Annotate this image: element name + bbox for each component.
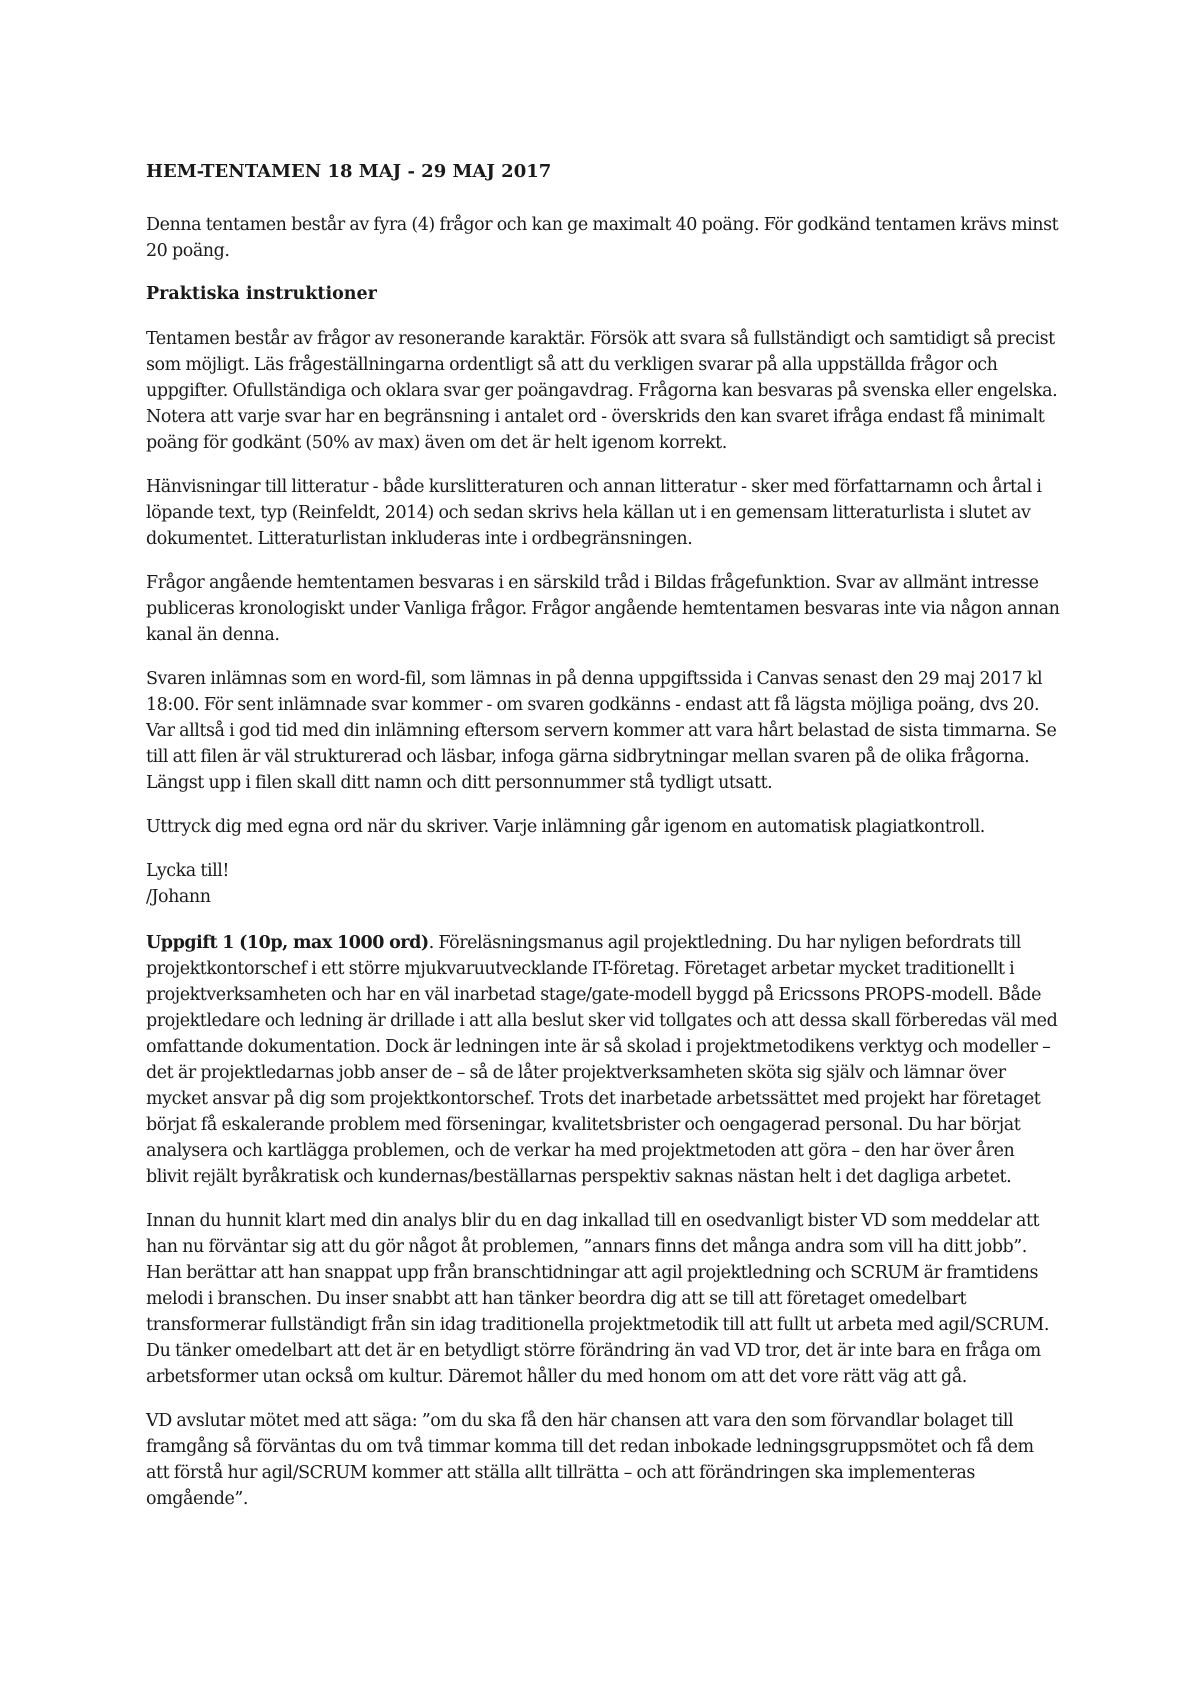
task1-paragraph: Innan du hunnit klart med din analys blir du en dag inkallad till en osedvanligt bister VD som meddelar att han nu förväntar sig att du gör något åt problemen, ”annars finns det många andra som vill ha ditt jobb”. Han berättar att han snappat upp från branschtidningar att agil projektledning och SCRUM är framtidens melodi i branschen. Du inser snabbt att han tänker beordra dig att se till att företaget omedelbart transformerar fullständigt från sin idag traditionella projektmetodik till att fullt ut arbeta med agil/SCRUM. Du tänker omedelbart att det är en betydligt större förändring än vad VD tror, det är inte bara en fråga om arbetsformer utan också om kultur. Däremot håller du med honom om att det vore rätt väg att gå.	[146, 1211, 1049, 1387]
instruction-paragraph: Hänvisningar till litteratur - både kurslitteraturen och annan litteratur - sker med författarnamn och årtal i löpande text, typ (Reinfeldt, 2014) och sedan skrivs hela källan ut i en gemensam litteraturlista i slutet av dokumentet. Litteraturlistan inkluderas inte i ordbegränsningen.	[146, 477, 1042, 549]
closing-signoff	[146, 858, 1060, 910]
instruction-paragraph: Tentamen består av frågor av resonerande karaktär. Försök att svara så fullständigt och samtidigt så precist som möjligt. Läs frågeställningarna ordentligt så att du verkligen svarar på alla uppställda frågor och uppgifter. Ofullständiga och oklara svar ger poängavdrag. Frågorna kan besvaras på svenska eller engelska. Notera att varje svar har en begränsning i antalet ord - överskrids den kan svaret ifråga endast få minimalt poäng för godkänt (50% av max) även om det är helt igenom korrekt.	[146, 329, 1058, 453]
document-title: HEM-TENTAMEN 18 MAJ - 29 MAJ 2017	[146, 161, 552, 182]
task1-lead: Uppgift 1 (10p, max 1000 ord)	[146, 933, 429, 953]
closing-greeting: Lycka till!	[146, 861, 230, 881]
instruction-paragraph: Svaren inlämnas som en word-fil, som lämnas in på denna uppgiftssida i Canvas senast den 29 maj 2017 kl 18:00. För sent inlämnade svar kommer - om svaren godkänns - endast att få lägsta möjliga poäng, dvs 20. Var alltså i god tid med din inlämning eftersom servern kommer att vara hårt belastad de sista timmarna. Se till att filen är väl strukturerad och läsbar, infoga gärna sidbrytningar mellan svaren på de olika frågorna. Längst upp i filen skall ditt namn och ditt personnummer stå tydligt utsatt.	[146, 669, 1057, 793]
instruction-paragraph: Frågor angående hemtentamen besvaras i en särskild tråd i Bildas frågefunktion. Svar av allmänt intresse publiceras kronologiskt under Vanliga frågor. Frågor angående hemtentamen besvaras inte via någon annan kanal än denna.	[146, 573, 1060, 645]
task1-paragraph: VD avslutar mötet med att säga: ”om du ska få den här chansen att vara den som förvandlar bolaget till framgång så förväntas du om två timmar komma till det redan inbokade ledningsgruppsmötet och få dem att förstå hur agil/SCRUM kommer att ställa allt tillrätta – och att förändringen ska implementeras omgående”.	[146, 1411, 1034, 1509]
intro-paragraph: Denna tentamen består av fyra (4) frågor och kan ge maximalt 40 poäng. För godkänd tentamen krävs minst 20 poäng.	[146, 215, 1059, 261]
instruction-paragraph: Uttryck dig med egna ord när du skriver. Varje inlämning går igenom en automatisk plagiatkontroll.	[146, 817, 985, 837]
closing-signature: /Johann	[146, 887, 211, 907]
task1-text: . Föreläsningsmanus agil projektledning. Du har nyligen befordrats till projektkontorschef i ett större mjukvaruutvecklande IT-företag. Företaget arbetar mycket traditionellt i projektverksamheten och har en väl inarbetad stage/gate-modell byggd på Ericssons PROPS-modell. Både projektledare och ledning är drillade i att alla beslut sker vid tollgates och att dessa skall förberedas väl med omfattande dokumentation. Dock är ledningen inte är så skolad i projektmetodikens verktyg och modeller – det är projektledarnas jobb anser de – så de låter projektverksamheten sköta sig själv och lämnar över mycket ansvar på dig som projektkontorschef. Trots det inarbetade arbetssättet med projekt har företaget börjat få eskalerande problem med förseningar, kvalitetsbrister och oengagerad personal. Du har börjat analysera och kartlägga problemen, och de verkar ha med projektmetoden att göra – den har över åren blivit rejält byråkratisk och kundernas/beställarnas perspektiv saknas nästan helt i det dagliga arbetet.	[146, 933, 1058, 1187]
task1-paragraph	[146, 930, 1060, 1190]
instructions-heading: Praktiska instruktioner	[146, 284, 377, 304]
